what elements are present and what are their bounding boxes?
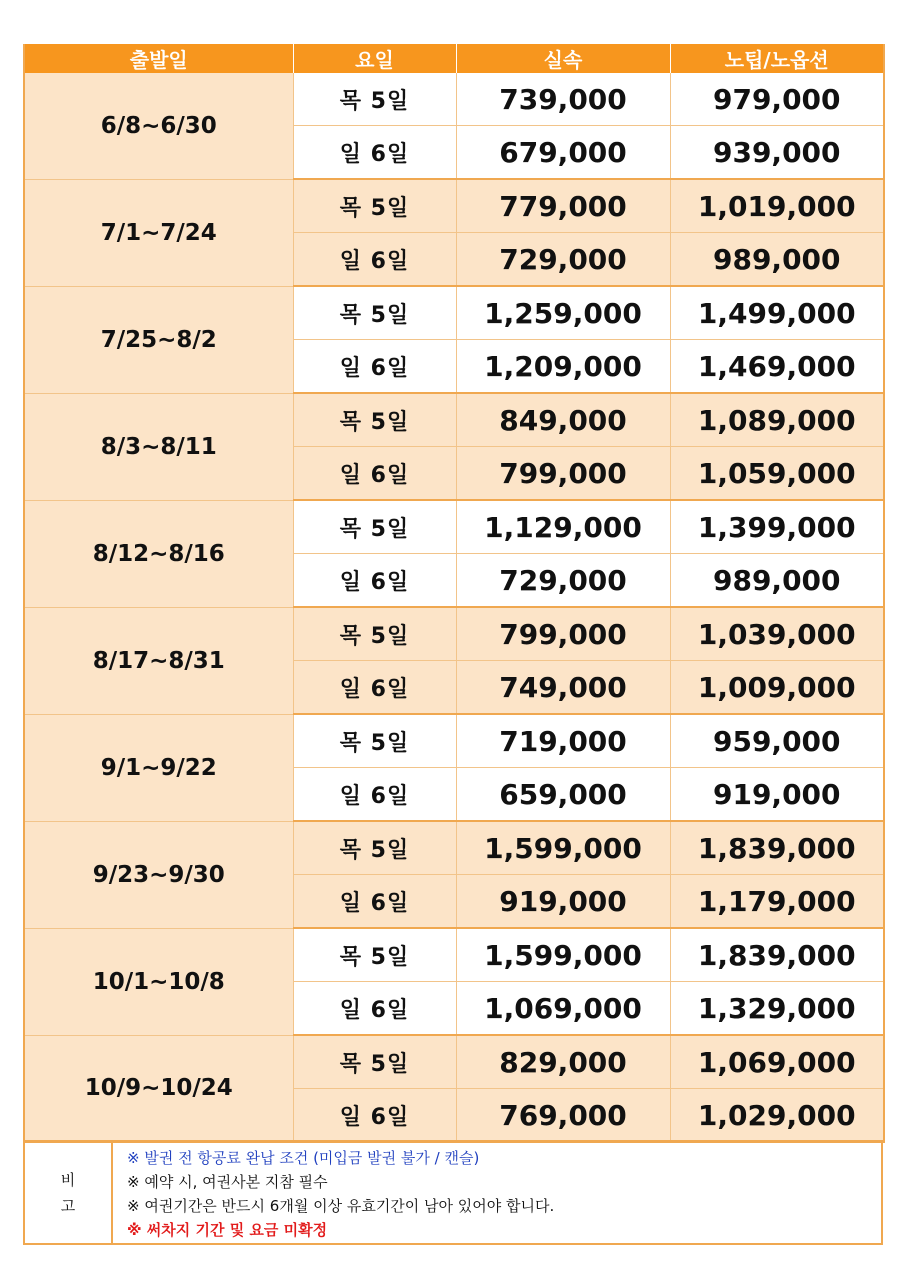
price-table xyxy=(23,44,885,1143)
period-cell: 7/1~7/24 xyxy=(24,179,293,286)
notip-price-cell: 1,029,000 xyxy=(670,1089,884,1143)
table-row xyxy=(24,500,884,554)
basic-price-cell: 749,000 xyxy=(456,661,670,715)
basic-price-cell: 829,000 xyxy=(456,1035,670,1089)
period-cell: 7/25~8/2 xyxy=(24,286,293,393)
day-cell: 일 6일 xyxy=(293,1089,456,1143)
basic-price-cell: 799,000 xyxy=(456,447,670,501)
basic-price-cell: 779,000 xyxy=(456,179,670,233)
notip-price-cell: 1,019,000 xyxy=(670,179,884,233)
basic-price-cell: 1,599,000 xyxy=(456,821,670,875)
notip-price-cell: 989,000 xyxy=(670,554,884,608)
period-cell: 8/17~8/31 xyxy=(24,607,293,714)
basic-price-cell: 1,209,000 xyxy=(456,340,670,394)
day-cell: 일 6일 xyxy=(293,982,456,1036)
period-cell: 9/23~9/30 xyxy=(24,821,293,928)
basic-price-cell: 1,129,000 xyxy=(456,500,670,554)
notip-price-cell: 1,839,000 xyxy=(670,928,884,982)
notes-box xyxy=(23,1140,883,1245)
notip-price-cell: 1,089,000 xyxy=(670,393,884,447)
basic-price-cell: 719,000 xyxy=(456,714,670,768)
notip-price-cell: 1,059,000 xyxy=(670,447,884,501)
table-row xyxy=(24,928,884,982)
header-row xyxy=(24,44,884,73)
table-row xyxy=(24,821,884,875)
notip-price-cell: 1,069,000 xyxy=(670,1035,884,1089)
table-row xyxy=(24,1035,884,1089)
day-cell: 일 6일 xyxy=(293,875,456,929)
period-cell: 6/8~6/30 xyxy=(24,73,293,179)
day-cell: 일 6일 xyxy=(293,554,456,608)
header-weekday: 요일 xyxy=(293,44,456,73)
day-cell: 일 6일 xyxy=(293,233,456,287)
day-cell: 목 5일 xyxy=(293,500,456,554)
day-cell: 목 5일 xyxy=(293,393,456,447)
period-cell: 8/12~8/16 xyxy=(24,500,293,607)
header-departure: 출발일 xyxy=(24,44,293,73)
note-passport-validity: ※ 여권기간은 반드시 6개월 이상 유효기간이 남아 있어야 합니다. xyxy=(127,1197,555,1215)
notes-label-top: 비 xyxy=(60,1170,76,1189)
table-row xyxy=(24,286,884,340)
note-passport-copy: ※ 예약 시, 여권사본 지참 필수 xyxy=(127,1173,328,1191)
header-basic: 실속 xyxy=(456,44,670,73)
table-row xyxy=(24,73,884,126)
basic-price-cell: 799,000 xyxy=(456,607,670,661)
day-cell: 목 5일 xyxy=(293,1035,456,1089)
notip-price-cell: 959,000 xyxy=(670,714,884,768)
basic-price-cell: 679,000 xyxy=(456,126,670,180)
notip-price-cell: 1,839,000 xyxy=(670,821,884,875)
day-cell: 목 5일 xyxy=(293,179,456,233)
header-notip: 노팁/노옵션 xyxy=(670,44,884,73)
table-row xyxy=(24,179,884,233)
notip-price-cell: 939,000 xyxy=(670,126,884,180)
day-cell: 일 6일 xyxy=(293,768,456,822)
day-cell: 목 5일 xyxy=(293,821,456,875)
basic-price-cell: 729,000 xyxy=(456,233,670,287)
basic-price-cell: 919,000 xyxy=(456,875,670,929)
note-payment: ※ 발권 전 항공료 완납 조건 (미입금 발권 불가 / 캔슬) xyxy=(127,1149,480,1167)
notip-price-cell: 1,499,000 xyxy=(670,286,884,340)
day-cell: 목 5일 xyxy=(293,714,456,768)
day-cell: 목 5일 xyxy=(293,928,456,982)
basic-price-cell: 849,000 xyxy=(456,393,670,447)
table-row xyxy=(24,714,884,768)
note-surcharge: ※ 써차지 기간 및 요금 미확정 xyxy=(127,1221,328,1239)
notip-price-cell: 989,000 xyxy=(670,233,884,287)
basic-price-cell: 1,259,000 xyxy=(456,286,670,340)
notes-lines xyxy=(113,1142,554,1243)
day-cell: 일 6일 xyxy=(293,661,456,715)
day-cell: 일 6일 xyxy=(293,447,456,501)
table-row xyxy=(24,607,884,661)
notip-price-cell: 979,000 xyxy=(670,73,884,126)
notip-price-cell: 1,039,000 xyxy=(670,607,884,661)
notip-price-cell: 1,399,000 xyxy=(670,500,884,554)
basic-price-cell: 1,599,000 xyxy=(456,928,670,982)
notip-price-cell: 1,179,000 xyxy=(670,875,884,929)
table-row xyxy=(24,393,884,447)
notip-price-cell: 919,000 xyxy=(670,768,884,822)
day-cell: 목 5일 xyxy=(293,286,456,340)
notip-price-cell: 1,469,000 xyxy=(670,340,884,394)
day-cell: 목 5일 xyxy=(293,73,456,126)
basic-price-cell: 729,000 xyxy=(456,554,670,608)
basic-price-cell: 739,000 xyxy=(456,73,670,126)
period-cell: 10/1~10/8 xyxy=(24,928,293,1035)
period-cell: 8/3~8/11 xyxy=(24,393,293,500)
notip-price-cell: 1,009,000 xyxy=(670,661,884,715)
basic-price-cell: 659,000 xyxy=(456,768,670,822)
table-body xyxy=(24,73,884,1142)
period-cell: 10/9~10/24 xyxy=(24,1035,293,1142)
day-cell: 일 6일 xyxy=(293,340,456,394)
period-cell: 9/1~9/22 xyxy=(24,714,293,821)
basic-price-cell: 1,069,000 xyxy=(456,982,670,1036)
notes-label-bottom: 고 xyxy=(60,1196,76,1215)
notes-label xyxy=(25,1142,113,1243)
notip-price-cell: 1,329,000 xyxy=(670,982,884,1036)
basic-price-cell: 769,000 xyxy=(456,1089,670,1143)
day-cell: 일 6일 xyxy=(293,126,456,180)
day-cell: 목 5일 xyxy=(293,607,456,661)
